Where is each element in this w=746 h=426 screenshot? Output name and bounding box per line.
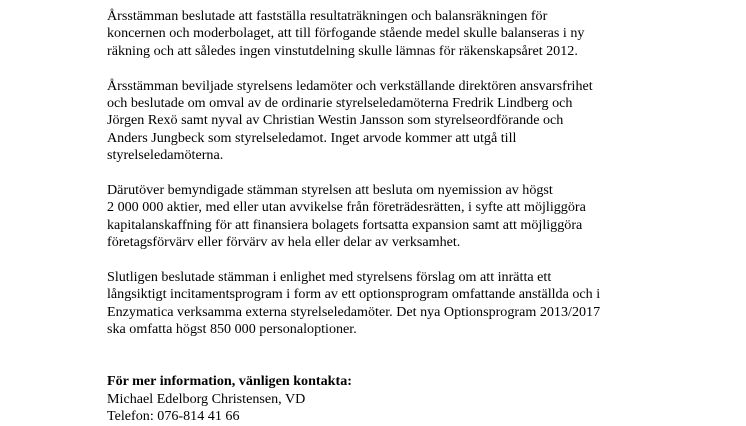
text-line: 2 000 000 aktier, med eller utan avvikelse från företrädesrätten, i syfte att möjliggöra — [107, 199, 586, 216]
contact-block — [107, 373, 727, 425]
text-line: Årsstämman beviljade styrelsens ledamöter och verkställande direktören ansvarsfrihet — [107, 77, 593, 94]
contact-name: Michael Edelborg Christensen, VD — [107, 390, 306, 407]
paragraph-option-program — [107, 269, 727, 339]
text-line: styrelseledamöterna. — [107, 147, 224, 164]
contact-phone: Telefon: 076-814 41 66 — [107, 408, 240, 425]
paragraph-board-election — [107, 78, 727, 165]
text-line: Jörgen Rexö samt nyval av Christian Westin Jansson som styrelseordförande och — [107, 112, 564, 129]
text-line: Årsstämman beslutade att fastställa resultaträkningen och balansräkningen för — [107, 8, 548, 24]
text-line: kapitalanskaffning för att finansiera bolagets fortsatta expansion samt att möjliggöra — [107, 216, 583, 233]
text-line: Enzymatica verksamma externa styrelseledamöter. Det nya Optionsprogram 2013/2017 — [107, 303, 601, 320]
text-line: långsiktigt incitamentsprogram i form av ett optionsprogram omfattande anställda och i — [107, 286, 601, 303]
press-release-body — [107, 8, 727, 426]
text-line: räkning och att således ingen vinstutdelning skulle lämnas för räkenskapsåret 2012. — [107, 42, 578, 59]
text-line: Därutöver bemyndigade stämman styrelsen att besluta om nyemission av högst — [107, 182, 553, 199]
text-line: ska omfatta högst 850 000 personaloptioner. — [107, 321, 357, 338]
text-line: koncernen och moderbolaget, att till förfogande stående medel skulle balanseras i ny — [107, 25, 585, 42]
text-line: och beslutade om omval av de ordinarie styrelseledamöterna Fredrik Lindberg och — [107, 95, 573, 112]
paragraph-share-issue-authorization — [107, 182, 727, 252]
paragraph-annual-accounts — [107, 8, 727, 60]
text-line: Anders Jungbeck som styrelseledamot. Inget arvode kommer att utgå till — [107, 129, 517, 146]
contact-heading: För mer information, vänligen kontakta: — [107, 373, 352, 390]
text-line: Slutligen beslutade stämman i enlighet med styrelsens förslag om att inrätta ett — [107, 269, 552, 286]
text-line: företagsförvärv eller förvärv av hela eller delar av verksamhet. — [107, 234, 461, 251]
